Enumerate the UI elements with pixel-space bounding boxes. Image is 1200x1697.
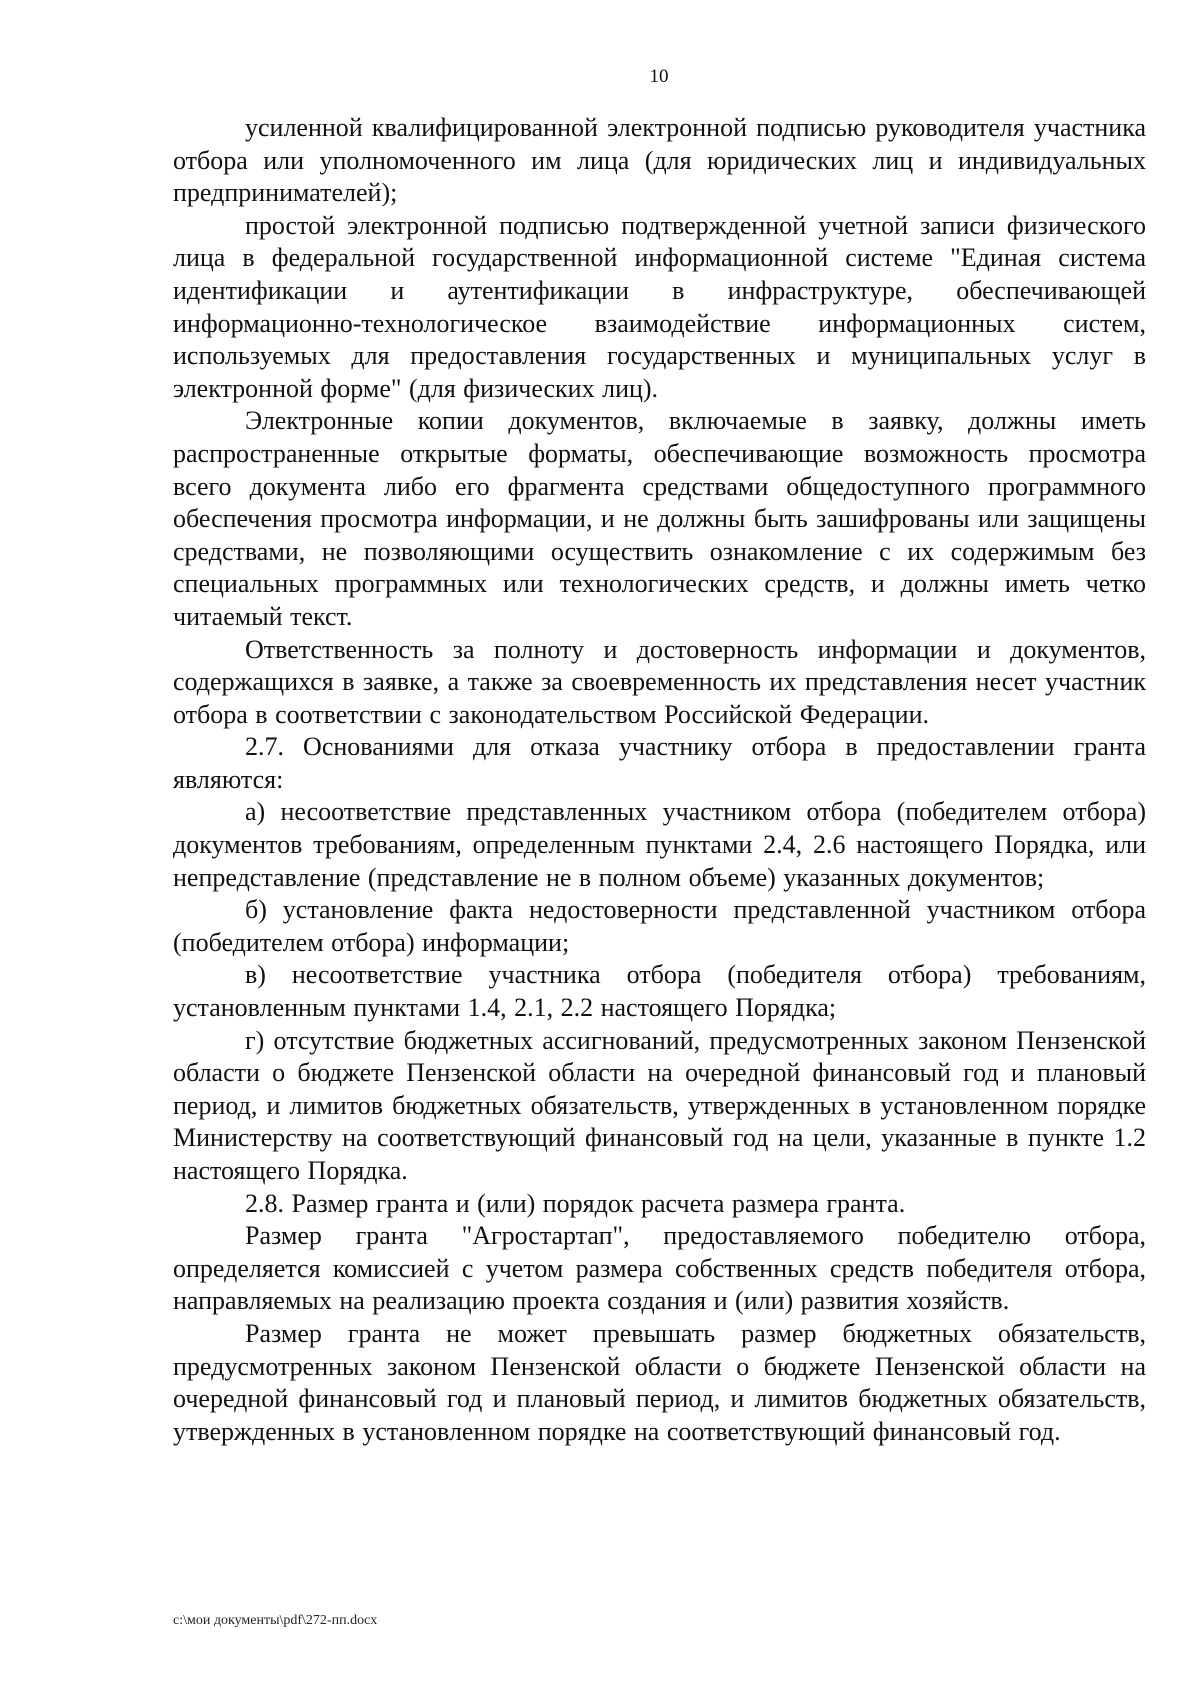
paragraph-electronic-copies: Электронные копии документов, включаемые в заявку, должны иметь распространенные открытые форматы, обеспечивающие возможность просмотра всего документа либо его фрагмента средствами общедоступного программного обеспечения просмотра информации, и не должны быть зашифрованы или защищены средствами, не позволяющими осуществить ознакомление с их содержимым без специальных программных или технологических средств, и должны иметь четко читаемый текст. [173, 406, 1146, 631]
paragraph-section-2-8: 2.8. Размер гранта и (или) порядок расчета размера гранта. [245, 1188, 906, 1218]
paragraph-signature-legal: усиленной квалифицированной электронной подписью руководителя участника отбора или уполномоченного им лица (для юридических лиц и индивидуальных предпринимателей); [173, 113, 1146, 208]
paragraph-item-g: г) отсутствие бюджетных ассигнований, предусмотренных законом Пензенской области о бюджете Пензенской области на очередной финансовый год и плановый период, и лимитов бюджетных обязательств, утвержденных в установленном порядке Министерству на соответствующий финансовый год на цели, указанные в пункте 1.2 настоящего Порядка. [173, 1025, 1146, 1185]
paragraph-item-b: б) установление факта недостоверности представленной участником отбора (победителем отбора) информации; [173, 895, 1146, 957]
paragraph-section-2-7: 2.7. Основаниями для отказа участнику отбора в предоставлении гранта являются: [173, 732, 1146, 794]
page-number: 10 [649, 66, 669, 87]
paragraph-item-a: а) несоответствие представленных участником отбора (победителем отбора) документов требованиям, определенным пунктами 2.4, 2.6 настоящего Порядка, или непредставление (представление не в полном объеме) указанных документов; [173, 797, 1146, 892]
paragraph-grant-limit: Размер гранта не может превышать размер бюджетных обязательств, предусмотренных законом Пензенской области о бюджете Пензенской области на очередной финансовый год и плановый период, и лимитов бюджетных обязательств, утвержденных в установленном порядке на соответствующий финансовый год. [173, 1318, 1146, 1446]
paragraph-signature-individual: простой электронной подписью подтвержденной учетной записи физического лица в федеральной государственной информационной системе "Единая система идентификации и аутентификации в инфраструктуре, обеспечивающей информационно-технологическое взаимодействие информационных систем, используемых для предоставления государственных и муниципальных услуг в электронной форме" (для физических лиц). [173, 210, 1146, 403]
paragraph-item-v: в) несоответствие участника отбора (победителя отбора) требованиям, установленным пунктами 1.4, 2.1, 2.2 настоящего Порядка; [173, 960, 1146, 1023]
footer-file-path: c:\мои документы\pdf\272-пп.docx [173, 1613, 378, 1628]
paragraph-responsibility: Ответственность за полноту и достоверность информации и документов, содержащихся в заявке, а также за своевременность их представления несет участник отбора в соответствии с законодательством Российской Федерации. [173, 634, 1146, 729]
document-body [173, 112, 1146, 1448]
paragraph-grant-size: Размер гранта "Агростартап", предоставляемого победителю отбора, определяется комиссией с учетом размера собственных средств победителя отбора, направляемых на реализацию проекта создания и (или) развития хозяйств. [173, 1221, 1146, 1316]
